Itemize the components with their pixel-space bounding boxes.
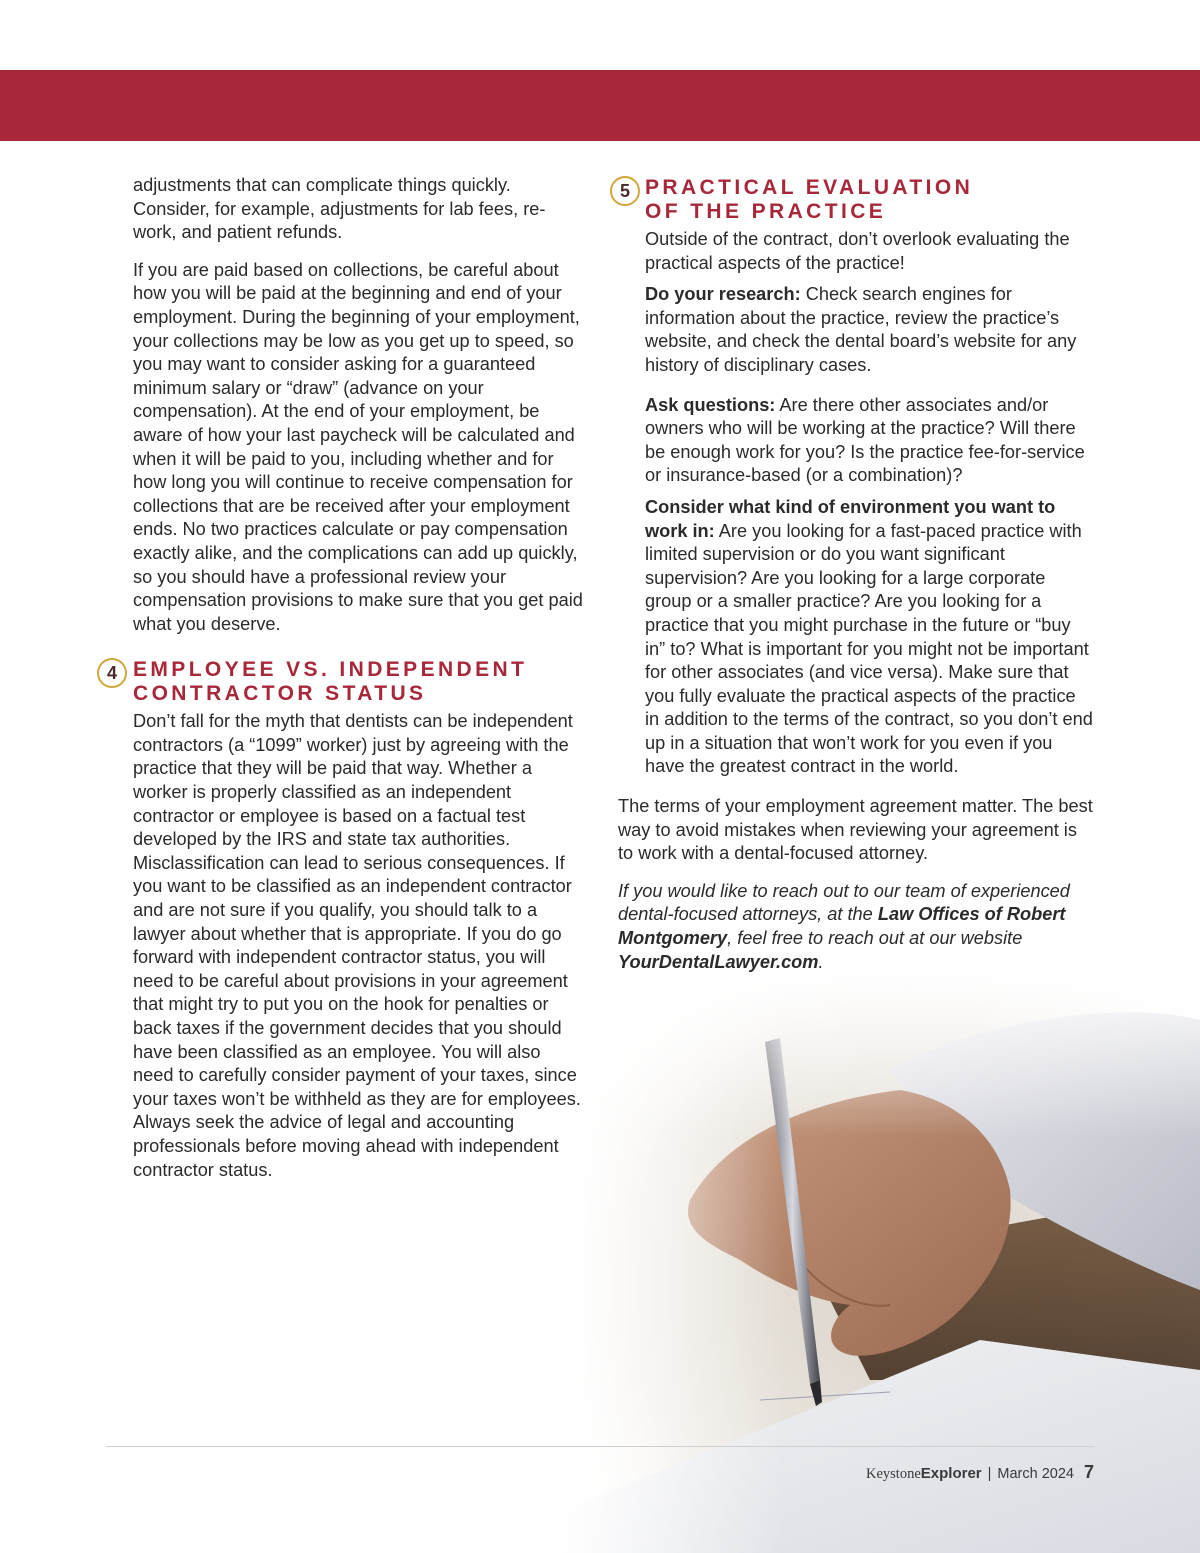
section-4-heading-line2: CONTRACTOR STATUS	[133, 682, 427, 706]
environment-text: Are you looking for a fast-paced practice with limited supervision or do you want significant supervision? Are you looking for a large corporate group or a smaller practice? Are you looking for a practice that you might purchase in the future or “buy in” to? What is important for you might not be important for other associates (and vice versa). Make sure that you fully evaluate the practical aspects of the practice in addition to the terms of the contract, so you don’t end up in a situation that won’t work for you even if you have the greatest contract in the world.	[645, 520, 1093, 777]
left-column	[106, 174, 585, 1196]
research-lead: Do your research:	[645, 284, 801, 305]
magazine-name-explorer: Explorer	[920, 1465, 982, 1482]
paragraph-adjustments: adjustments that can complicate things quickly. Consider, for example, adjustments for lab fees, re-work, and patient refunds.	[133, 175, 546, 243]
section-4-heading-line1: EMPLOYEE VS. INDEPENDENT	[133, 658, 528, 682]
questions-text: Are there other associates and/or owners who will be working at the practice? Will there be enough work for you? Is the practice fee-for-service or insurance-based (or a combination)?	[645, 394, 1085, 486]
research-paragraph	[645, 283, 1093, 377]
closing-paragraph	[618, 880, 1093, 974]
section-4-number-icon: 4	[97, 658, 127, 688]
conclusion-paragraph: The terms of your employment agreement matter. The best way to avoid mistakes when reviewing your agreement is to work with a dental-focused attorney.	[618, 796, 1093, 864]
footer-separator: |	[987, 1466, 992, 1482]
questions-lead: Ask questions:	[645, 394, 776, 415]
page-footer	[866, 1462, 1094, 1483]
section-5-heading	[618, 176, 1093, 224]
environment-lead: Consider what kind of environment you want to work in:	[645, 496, 1056, 541]
magazine-name-keystone: Keystone	[866, 1466, 921, 1482]
website-link[interactable]: YourDentalLawyer.com	[618, 951, 819, 972]
header-banner	[0, 70, 1200, 141]
section-4-body: Don’t fall for the myth that dentists can be independent contractors (a “1099” worker) just by agreeing with the practice that they will be paid that way. Whether a worker is properly classified as an independent contractor or employee is based on a factual test developed by the IRS and state tax authorities. Misclassification can lead to serious consequences. If you want to be classified as an independent contractor and are not sure if you qualify, you should talk to a lawyer about whether that is appropriate. If you do go forward with independent contractor status, you will need to be careful about provisions in your agreement that might try to put you on the hook for penalties or back taxes if the government decides that you should have been classified as an employee. You will also need to carefully consider payment of your taxes, since your taxes won’t be withheld as they are for employees. Always seek the advice of legal and accounting professionals before moving ahead with independent contractor status.	[133, 711, 581, 1180]
right-column	[618, 174, 1093, 988]
section-5-intro: Outside of the contract, don’t overlook evaluating the practical aspects of the practice!	[645, 229, 1070, 273]
closing-part1: If you would like to reach out to our team of experienced dental-focused attorneys, at the	[618, 880, 1070, 925]
firm-name: Law Offices of Robert Montgomery	[618, 904, 1066, 949]
closing-part2: , feel free to reach out at our website	[727, 928, 1023, 949]
section-5-body	[618, 228, 1093, 779]
closing-part3: .	[818, 951, 824, 972]
issue-date: March 2024	[997, 1466, 1074, 1482]
section-5-number-icon: 5	[610, 176, 640, 206]
page-number: 7	[1083, 1462, 1094, 1482]
environment-paragraph	[645, 496, 1093, 779]
paragraph-collections: If you are paid based on collections, be careful about how you will be paid at the beginning and end of your employment. During the beginning of your employment, your collections may be low as you get up to speed, so you may want to consider asking for a guaranteed minimum salary or “draw” (advance on your compensation). At the end of your employment, be aware of how your last paycheck will be calculated and when it will be paid to you, including whether and for how long you will continue to receive compensation for collections that are be received after your employment ends. No two practices calculate or pay compensation exactly alike, and the complications can add up quickly, so you should have a professional review your compensation provisions to make sure that you get paid what you deserve.	[133, 259, 583, 634]
research-text: Check search engines for information about the practice, review the practice’s website, and check the dental board’s website for any history of disciplinary cases.	[645, 284, 1077, 375]
footer-divider	[106, 1446, 1094, 1447]
section-4-heading	[106, 658, 585, 706]
section-5-heading-line2: OF THE PRACTICE	[645, 200, 887, 223]
questions-paragraph	[645, 394, 1093, 488]
section-5-heading-line1: PRACTICAL EVALUATION	[645, 176, 974, 199]
